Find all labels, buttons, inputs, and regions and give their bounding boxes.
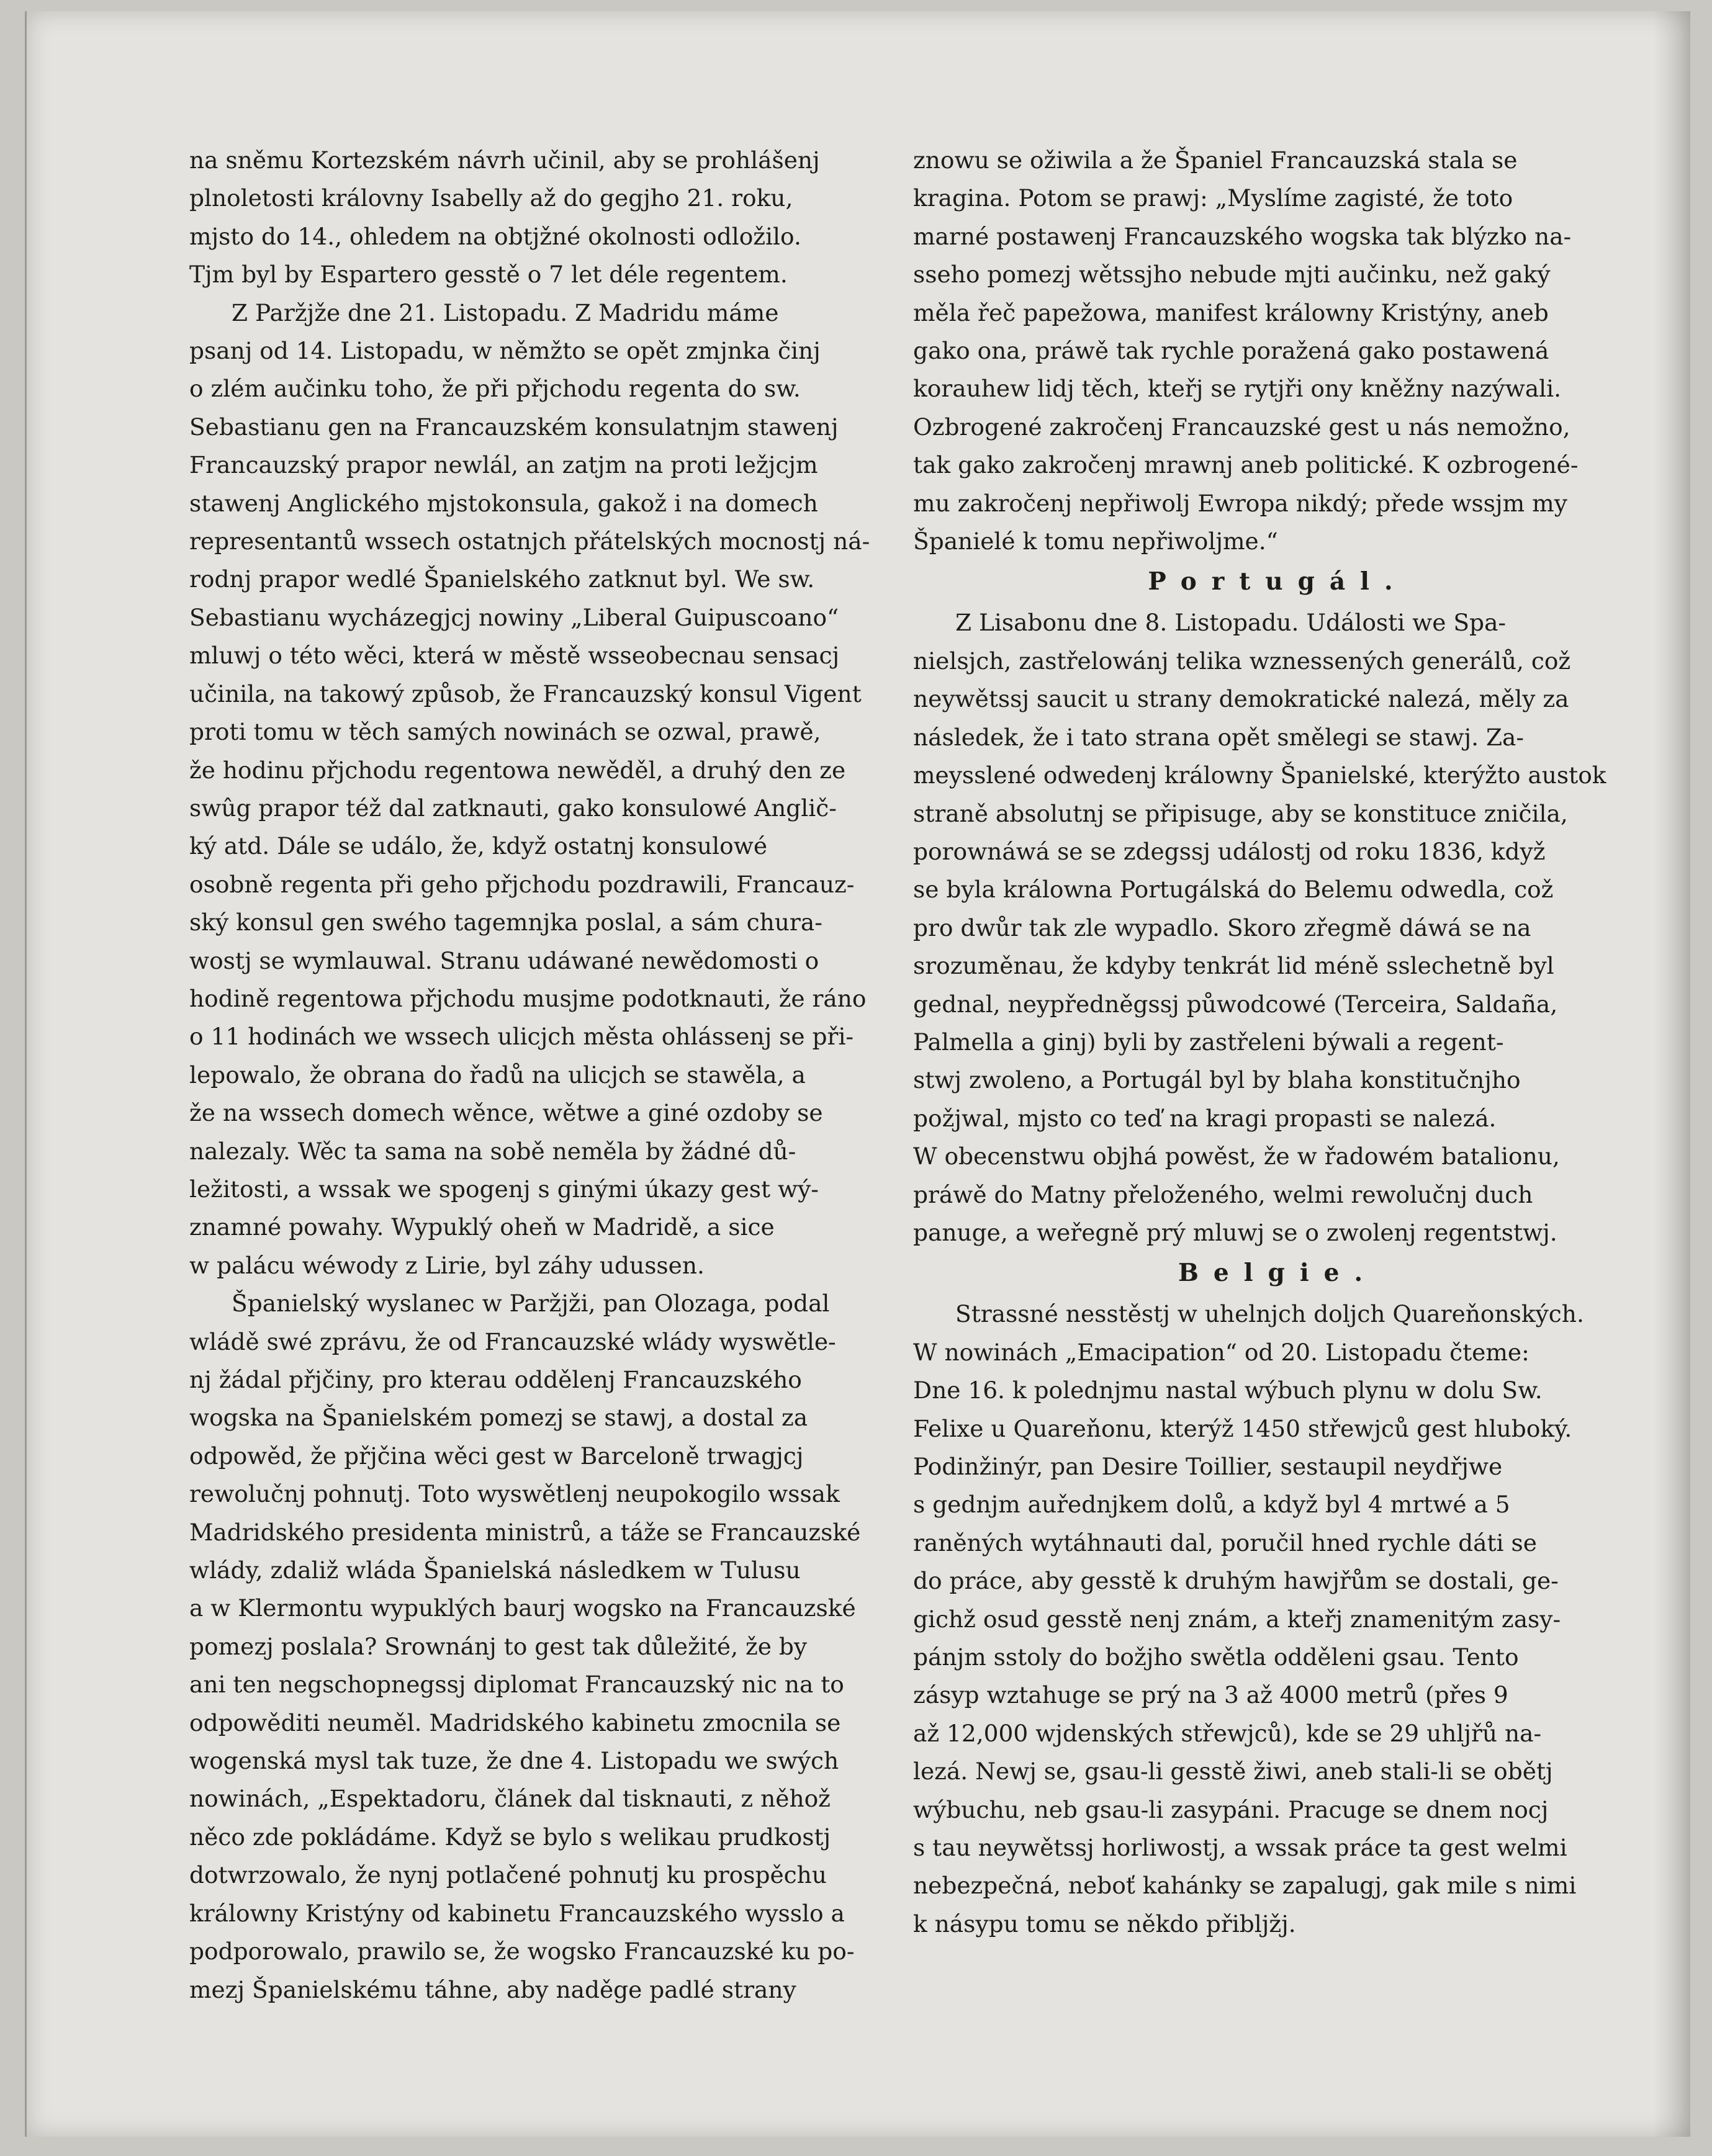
page-edge-shadow <box>1653 11 1690 2137</box>
left-column <box>189 141 919 2009</box>
right-paragraph-2: Z Lisabonu dne 8. Listopadu. Události we Spa- nielsjch, zastřelowánj telika wznessených generálů, což neywětssj saucit u strany demokratické nalezá, měly za následek, že i tato strana opět smělegi se stawj. Za- meysslené odwedenj králowny Španielské, kterýžto austok straně absolutnj se připisuge, aby se konstituce zničila, porownáwá se se zdegssj událostj od roku 1836, když se byla králowna Portugálská do Belemu odwedla, což pro dwůr tak zle wypadlo. Skoro zřegmě dáwá se na srozuměnau, že kdyby tenkrát lid méně sslechetně byl gednal, neypředněgssj půwodcowé (Terceira, Saldaña, Palmella a ginj) byli by zastřeleni býwali a regent- stwj zwoleno, a Portugál byl by blaha konstitučnjho požjwal, mjsto co teď na kragi propasti se nalezá. W obecenstwu objhá powěst, že w řadowém batalionu, práwě do Matny přeloženého, welmi rewolučnj duch panuge, a weřegně prý mluwj se o zwolenj regentstwj. <box>913 609 1606 1246</box>
right-column <box>913 141 1642 1943</box>
right-paragraph-3: Strassné nesstěstj w uhelnjch doljch Quareňonských. W nowinách „Emacipation“ od 20. Listopadu čteme: Dne 16. k polednjmu nastal wýbuch plynu w dolu Sw. Felixe u Quareňonu, kterýž 1450 střewjců gest hluboký. Podinžinýr, pan Desire Toillier, sestaupil neydřjwe s gednjm auřednjkem dolů, a když byl 4 mrtwé a 5 raněných wytáhnauti dal, poručil hned rychle dáti se do práce, aby gesstě k druhým hawjřům se dostali, ge- gichž osud gesstě nenj znám, a kteřj znamenitým zasy- pánjm sstoly do božjho swětla odděleni gsau. Tento zásyp wztahuge se prý na 3 až 4000 metrů (přes 9 až 12,000 wjdenských střewjců), kde se 29 uhljřů na- lezá. Newj se, gsau-li gesstě žiwi, aneb stali-li se obětj wýbuchu, neb gsau-li zasypáni. Pracuge se dnem nocj s tau neywětssj horliwostj, a wssak práce ta gest welmi nebezpečná, neboť kahánky se zapalugj, gak mile s nimi k násypu tomu se někdo přibljžj. <box>913 1300 1584 1938</box>
left-paragraph-1: na sněmu Kortezském návrh učinil, aby se prohlášenj plnoletosti královny Isabelly až do gegjho 21. roku, mjsto do 14., ohledem na obtjžné okolnosti odložilo. Tjm byl by Espartero gesstě o 7 let déle regentem. <box>189 146 820 289</box>
right-paragraph-1: znowu se ožiwila a že Španiel Francauzská stala se kragina. Potom se prawj: „Myslíme zagisté, že toto marné postawenj Francauzského wogska tak blýzko na- sseho pomezj wětssjho nebude mjti aučinku, než gaký měla řeč papežowa, manifest králowny Kristýny, aneb gako ona, práwě tak rychle poražená gako postawená korauhew lidj těch, kteřj se rytjři ony kněžny nazýwali. Ozbrogené zakročenj Francauzské gest u nás nemožno, tak gako zakročenj mrawnj aneb politické. K ozbrogené- mu zakročenj nepřiwolj Ewropa nikdý; přede wssjm my Španielé k tomu nepřiwoljme.“ <box>913 146 1579 555</box>
section-heading-portugal: Portugál. <box>1148 567 1408 596</box>
left-paragraph-3: Španielský wyslanec w Paržjži, pan Olozaga, podal wládě swé zprávu, že od Francauzské wlády wyswětle- nj žádal přjčiny, pro kterau oddělenj Francauzského wogska na Španielském pomezj se stawj, a dostal za odpowěd, že přjčina wěci gest w Barceloně trwagjcj rewolučnj pohnutj. Toto wyswětlenj neupokogilo wssak Madridského presidenta ministrů, a táže se Francauzské wlády, zdaliž wláda Španielská následkem w Tulusu a w Klermontu wypuklých baurj wogsko na Francauzské pomezj poslala? Srownánj to gest tak důležité, že by ani ten negschopnegssj diplomat Francauzský nic na to odpowěditi neuměl. Madridského kabinetu zmocnila se wogenská mysl tak tuze, že dne 4. Listopadu we swých nowinách, „Espektadoru, článek dal tisknauti, z něhož něco zde pokládáme. Když se bylo s welikau prudkostj dotwrzowalo, že nynj potlačené pohnutj ku prospěchu králowny Kristýny od kabinetu Francauzského wysslo a podporowalo, prawilo se, že wogsko Francauzské ku po- mezj Španielskému táhne, aby naděge padlé strany <box>189 1290 861 2003</box>
left-paragraph-2: Z Paržjže dne 21. Listopadu. Z Madridu máme psanj od 14. Listopadu, w němžto se opět zmjnka činj o zlém aučinku toho, že při přjchodu regenta do sw. Sebastianu gen na Francauzském konsulatnjm stawenj Francauzský prapor newlál, an zatjm na proti ležjcjm stawenj Anglického mjstokonsula, gakož i na domech representantů wssech ostatnjch přátelských mocnostj ná- rodnj prapor wedlé Španielského zatknut byl. We sw. Sebastianu wycházegjcj nowiny „Liberal Guipuscoano“ mluwj o této wěci, která w městě wsseobecnau sensacj učinila, na takowý způsob, že Francauzský konsul Vigent proti tomu w těch samých nowinách se ozwal, prawě, že hodinu přjchodu regentowa newěděl, a druhý den ze swûg prapor též dal zatknauti, gako konsulowé Anglič- ký atd. Dále se událo, že, když ostatnj konsulowé osobně regenta při geho přjchodu pozdrawili, Francauz- ský konsul gen swého tagemnjka poslal, a sám chura- wostj se wymlauwal. Stranu udáwané newědomosti o hodině regentowa přjchodu musjme podotknauti, že ráno o 11 hodinách we wssech ulicjch města ohlássenj se při- lepowalo, že obrana do řadů na ulicjch se stawěla, a že na wssech domech wěnce, wětwe a giné ozdoby se nalezaly. Wěc ta sama na sobě neměla by žádné dů- ležitosti, a wssak we spogenj s ginými úkazy gest wý- znamné powahy. Wypuklý oheň w Madridě, a sice w palácu wéwody z Lirie, byl záhy udussen. <box>189 299 870 1279</box>
section-heading-belgie: Belgie. <box>1178 1259 1378 1288</box>
newspaper-page <box>25 11 1690 2137</box>
